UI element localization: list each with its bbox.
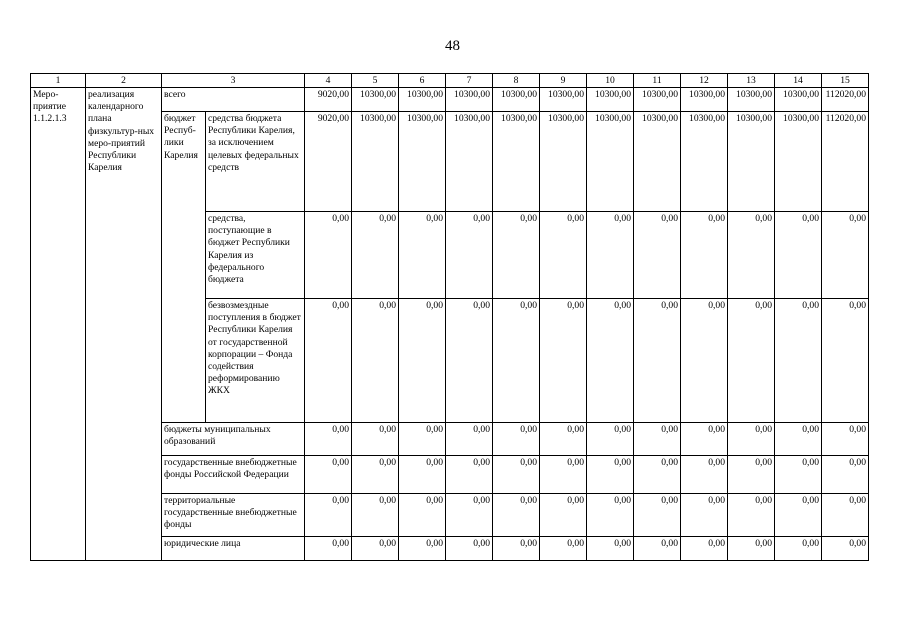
value-cell: 0,00 (587, 456, 634, 494)
value-cell: 10300,00 (775, 112, 822, 212)
value-cell: 0,00 (728, 423, 775, 456)
header-cell: 12 (681, 74, 728, 88)
value-cell: 10300,00 (634, 88, 681, 112)
value-cell: 9020,00 (305, 88, 352, 112)
value-cell: 0,00 (399, 423, 446, 456)
table-row (31, 88, 869, 112)
value-cell: 0,00 (493, 212, 540, 299)
value-cell: 0,00 (775, 456, 822, 494)
value-cell: 10300,00 (446, 112, 493, 212)
value-cell: 112020,00 (822, 88, 869, 112)
value-cell: 0,00 (775, 537, 822, 561)
value-cell: 10300,00 (775, 88, 822, 112)
value-cell: 0,00 (352, 212, 399, 299)
value-cell: 0,00 (305, 212, 352, 299)
value-cell: 0,00 (775, 423, 822, 456)
value-cell: 0,00 (493, 537, 540, 561)
budget-table (30, 73, 869, 561)
value-cell: 0,00 (822, 537, 869, 561)
value-cell: 0,00 (540, 423, 587, 456)
value-cell: 0,00 (728, 537, 775, 561)
value-cell: 0,00 (775, 494, 822, 537)
value-cell: 112020,00 (822, 112, 869, 212)
value-cell: 0,00 (728, 456, 775, 494)
value-cell: 0,00 (822, 456, 869, 494)
value-cell: 0,00 (634, 494, 681, 537)
value-cell: 0,00 (587, 494, 634, 537)
value-cell: 0,00 (493, 494, 540, 537)
value-cell: 0,00 (822, 299, 869, 423)
value-cell: 0,00 (446, 212, 493, 299)
header-cell: 8 (493, 74, 540, 88)
header-cell: 6 (399, 74, 446, 88)
header-cell: 5 (352, 74, 399, 88)
value-cell: 0,00 (587, 423, 634, 456)
value-cell: 0,00 (493, 456, 540, 494)
row-label: территориальные государственные внебюджетные фонды (162, 494, 305, 537)
value-cell: 9020,00 (305, 112, 352, 212)
value-cell: 0,00 (352, 494, 399, 537)
value-cell: 0,00 (634, 537, 681, 561)
row-label: безвозмездные поступления в бюджет Республики Карелия от государственной корпорации – Фонда содействия реформированию ЖКХ (206, 299, 305, 423)
value-cell: 10300,00 (352, 112, 399, 212)
measure-name: реализация календарного плана физкультур-ных меро-приятий Республики Карелия (86, 88, 162, 561)
value-cell: 0,00 (681, 299, 728, 423)
value-cell: 0,00 (399, 299, 446, 423)
value-cell: 10300,00 (399, 112, 446, 212)
value-cell: 0,00 (446, 456, 493, 494)
value-cell: 0,00 (587, 537, 634, 561)
header-cell: 7 (446, 74, 493, 88)
value-cell: 0,00 (446, 537, 493, 561)
measure-code: Меро- приятие 1.1.2.1.3 (31, 88, 86, 561)
value-cell: 10300,00 (446, 88, 493, 112)
value-cell: 10300,00 (587, 88, 634, 112)
header-cell: 3 (162, 74, 305, 88)
value-cell: 0,00 (305, 537, 352, 561)
row-label: средства бюджета Республики Карелия, за исключением целевых федеральных средств (206, 112, 305, 212)
value-cell: 0,00 (822, 494, 869, 537)
row-label: средства, поступающие в бюджет Республики Карелия из федерального бюджета (206, 212, 305, 299)
value-cell: 0,00 (446, 494, 493, 537)
value-cell: 10300,00 (728, 88, 775, 112)
value-cell: 0,00 (399, 456, 446, 494)
value-cell: 10300,00 (540, 112, 587, 212)
value-cell: 10300,00 (399, 88, 446, 112)
value-cell: 0,00 (728, 212, 775, 299)
value-cell: 0,00 (681, 494, 728, 537)
value-cell: 0,00 (352, 423, 399, 456)
value-cell: 0,00 (587, 212, 634, 299)
header-cell: 10 (587, 74, 634, 88)
value-cell: 0,00 (634, 456, 681, 494)
value-cell: 0,00 (822, 212, 869, 299)
value-cell: 0,00 (305, 299, 352, 423)
value-cell: 10300,00 (493, 112, 540, 212)
value-cell: 0,00 (352, 299, 399, 423)
value-cell: 10300,00 (587, 112, 634, 212)
value-cell: 0,00 (681, 537, 728, 561)
value-cell: 0,00 (446, 423, 493, 456)
value-cell: 0,00 (681, 456, 728, 494)
row-label: государственные внебюджетные фонды Российской Федерации (162, 456, 305, 494)
value-cell: 0,00 (681, 423, 728, 456)
value-cell: 0,00 (775, 212, 822, 299)
header-row (31, 74, 869, 88)
page-number: 48 (445, 38, 460, 54)
value-cell: 0,00 (446, 299, 493, 423)
value-cell: 0,00 (775, 299, 822, 423)
value-cell: 0,00 (681, 212, 728, 299)
value-cell: 0,00 (540, 494, 587, 537)
header-cell: 11 (634, 74, 681, 88)
value-cell: 0,00 (305, 494, 352, 537)
header-cell: 9 (540, 74, 587, 88)
value-cell: 10300,00 (681, 112, 728, 212)
value-cell: 0,00 (352, 456, 399, 494)
value-cell: 0,00 (822, 423, 869, 456)
value-cell: 0,00 (352, 537, 399, 561)
value-cell: 10300,00 (728, 112, 775, 212)
value-cell: 0,00 (540, 299, 587, 423)
value-cell: 0,00 (587, 299, 634, 423)
value-cell: 0,00 (493, 299, 540, 423)
row-label: юридические лица (162, 537, 305, 561)
value-cell: 0,00 (540, 212, 587, 299)
header-cell: 2 (86, 74, 162, 88)
value-cell: 0,00 (305, 456, 352, 494)
value-cell: 0,00 (634, 423, 681, 456)
header-cell: 1 (31, 74, 86, 88)
value-cell: 0,00 (540, 537, 587, 561)
value-cell: 0,00 (634, 212, 681, 299)
header-cell: 15 (822, 74, 869, 88)
row-label: бюджеты муниципальных образований (162, 423, 305, 456)
value-cell: 0,00 (728, 494, 775, 537)
value-cell: 0,00 (399, 537, 446, 561)
value-cell: 0,00 (399, 494, 446, 537)
value-cell: 0,00 (540, 456, 587, 494)
value-cell: 10300,00 (681, 88, 728, 112)
value-cell: 0,00 (305, 423, 352, 456)
budget-rk-label: бюджет Респуб-лики Карелия (162, 112, 206, 423)
value-cell: 0,00 (728, 299, 775, 423)
header-cell: 13 (728, 74, 775, 88)
value-cell: 0,00 (634, 299, 681, 423)
value-cell: 0,00 (399, 212, 446, 299)
header-cell: 4 (305, 74, 352, 88)
value-cell: 0,00 (493, 423, 540, 456)
value-cell: 10300,00 (540, 88, 587, 112)
value-cell: 10300,00 (634, 112, 681, 212)
value-cell: 10300,00 (352, 88, 399, 112)
value-cell: 10300,00 (493, 88, 540, 112)
header-cell: 14 (775, 74, 822, 88)
row-label: всего (162, 88, 305, 112)
